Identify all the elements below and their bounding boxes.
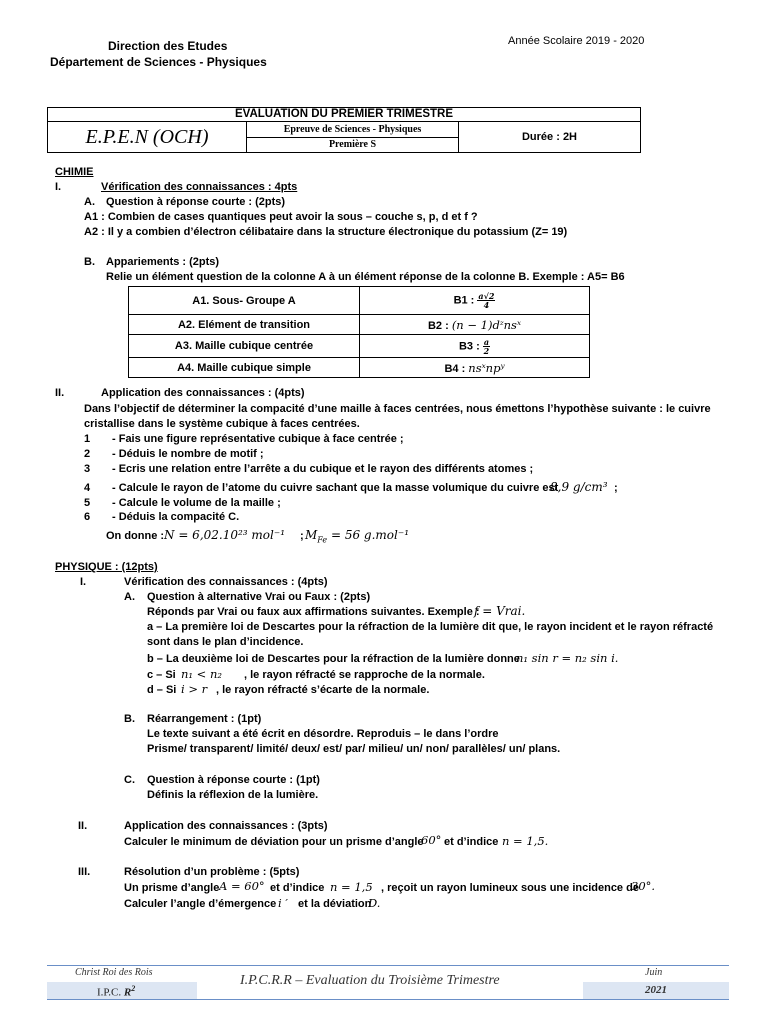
problem-line2: Calculer l’angle d’émergence — [124, 898, 277, 910]
deviation-symbol: D. — [368, 896, 381, 910]
table-row — [129, 335, 590, 358]
footer-ipc-r: R — [123, 986, 132, 999]
emergence-angle: i ′ — [278, 896, 288, 910]
prism-index: n = 1,5. — [502, 834, 549, 848]
footer-top-rule — [47, 965, 729, 966]
physique-part3-number: III. — [78, 866, 91, 878]
chimie-part1-title: Vérification des connaissances : 4pts — [101, 181, 298, 193]
list-item-number: 2 — [84, 448, 91, 460]
list-item: - Calcule le rayon de l’atome du cuivre sachant que la masse volumique du cuivre est — [112, 482, 559, 494]
b3-fraction — [483, 338, 490, 355]
col-b-cell — [360, 287, 590, 315]
physique-part1-number: I. — [80, 576, 87, 588]
iron-molar-mass — [305, 528, 409, 544]
physique-c-number: C. — [124, 774, 135, 786]
chimie-b-title: Appariements : (2pts) — [106, 256, 220, 268]
duration-label: Durée : 2H — [521, 131, 578, 143]
list-item-number: 1 — [84, 433, 91, 445]
prism-angle: 60° — [421, 833, 442, 847]
statement-a-cont: sont dans le plan d’incidence. — [147, 636, 304, 648]
school-year: Année Scolaire 2019 - 2020 — [508, 35, 645, 47]
chimie-a-title: Question à réponse courte : (2pts) — [106, 196, 286, 208]
statement-c-formula: n₁ < n₂ — [181, 667, 222, 681]
physique-a-number: A. — [124, 591, 135, 603]
physique-part3-title: Résolution d’un problème : (5pts) — [124, 866, 300, 878]
item4-end: ; — [614, 482, 618, 494]
physique-heading: PHYSIQUE : (12pts) — [55, 561, 158, 573]
statement-d-pre: d – Si — [147, 684, 177, 696]
b3-denominator: 2 — [483, 345, 490, 356]
chimie-part2-intro: Dans l’objectif de déterminer la compacité d’une maille à faces centrées, nous émettons l’hypothèse suivante : le cuivre — [84, 403, 711, 415]
col-b-cell — [360, 335, 590, 358]
table-row — [129, 315, 590, 335]
statement-b: b – La deuxième loi de Descartes pour la réfraction de la lumière donne — [147, 653, 520, 665]
statement-a: a – La première loi de Descartes pour la réfraction de la lumière dit que, le rayon incident et le rayon réfracté — [147, 621, 714, 633]
list-item: - Déduis le nombre de motif ; — [112, 448, 264, 460]
physique-part2-number: II. — [78, 820, 88, 832]
col-b-cell — [360, 315, 590, 335]
molar-mass-subscript: Fe — [317, 535, 328, 545]
school-name: E.P.E.N (OCH) — [48, 122, 247, 153]
b3-numerator: a — [483, 336, 490, 347]
physique-b-instruction: Le texte suivant a été écrit en désordre. Reproduis – le dans l’ordre — [147, 728, 499, 740]
footer-center-title: I.P.C.R.R – Evaluation du Troisième Trimestre — [240, 973, 500, 988]
footer-ipc-text: I.P.C. — [97, 986, 122, 999]
list-item-number: 6 — [84, 511, 91, 523]
given-data-label: On donne : — [106, 530, 165, 542]
chimie-part2-intro-2: cristallise dans le système cubique à faces centrées. — [84, 418, 360, 430]
physique-b-number: B. — [124, 713, 135, 725]
physique-a-instruction: Réponds par Vrai ou faux aux affirmations suivantes. Exemple : — [147, 606, 480, 618]
list-item-number: 5 — [84, 497, 91, 509]
statement-c-pre: c – Si — [147, 669, 176, 681]
col-b-cell — [360, 358, 590, 378]
table-row — [129, 358, 590, 378]
b3-label: B3 : — [458, 339, 480, 352]
footer-ipc-sup: 2 — [131, 984, 136, 993]
chimie-part1-number: I. — [55, 181, 62, 193]
avogadro-constant: N = 6,02.10²³ mol⁻¹ — [164, 528, 286, 542]
b4-formula: nsˣnpʸ — [468, 360, 505, 375]
problem-angle: A = 60° — [219, 879, 265, 893]
list-item-number: 3 — [84, 463, 91, 475]
physique-part1-title: Vérification des connaissances : (4pts) — [124, 576, 328, 588]
col-a-cell: A3. Maille cubique centrée — [129, 335, 360, 358]
footer-year: 2021 — [645, 984, 667, 996]
given-data-separator: ; — [300, 530, 304, 542]
molar-mass-value: = 56 g.mol⁻¹ — [327, 528, 410, 542]
statement-d-post: , le rayon réfracté s’écarte de la normale. — [216, 684, 430, 696]
chimie-heading: CHIMIE — [55, 166, 94, 178]
question-a2: A2 : Il y a combien d’électron célibataire dans la structure électronique du potassium (Z= 19) — [84, 226, 568, 238]
table-row — [129, 287, 590, 315]
scrambled-words: Prisme/ transparent/ limité/ deux/ est/ par/ milieu/ un/ non/ parallèles/ un/ plans. — [147, 743, 561, 755]
example-formula: f = Vrai. — [474, 604, 526, 618]
physique-c-title: Question à réponse courte : (1pt) — [147, 774, 320, 786]
matching-table — [128, 286, 590, 378]
b1-label: B1 : — [453, 294, 475, 307]
statement-c-post: , le rayon réfracté se rapproche de la normale. — [244, 669, 485, 681]
footer-bottom-rule — [47, 999, 729, 1000]
problem-index: n = 1,5 — [330, 880, 373, 894]
chimie-b-number: B. — [84, 256, 95, 268]
physique-part2-text: Calculer le minimum de déviation pour un prisme d’angle — [124, 836, 424, 848]
physique-a-title: Question à alternative Vrai ou Faux : (2pts) — [147, 591, 371, 603]
problem-line1: Un prisme d’angle — [124, 882, 220, 894]
problem-line1-post: , reçoit un rayon lumineux sous une incidence de — [381, 882, 639, 894]
b2-label: B2 : — [427, 319, 449, 332]
physique-c-text: Définis la réflexion de la lumière. — [147, 789, 319, 801]
physique-part2-text-mid: et d’indice — [444, 836, 499, 848]
chimie-a-number: A. — [84, 196, 95, 208]
chimie-b-instruction: Relie un élément question de la colonne A à un élément réponse de la colonne B. Exemple : A5= B6 — [106, 271, 625, 283]
list-item: - Calcule le volume de la maille ; — [112, 497, 281, 509]
statement-d-formula: i > r — [181, 682, 208, 696]
incidence-angle: 30°. — [631, 879, 656, 893]
list-item-number: 4 — [84, 482, 91, 494]
direction-label: Direction des Etudes — [108, 39, 228, 53]
col-a-cell: A1. Sous- Groupe A — [129, 287, 360, 315]
b4-label: B4 : — [444, 362, 466, 375]
footer-school: Christ Roi des Rois — [75, 967, 153, 978]
department-label: Département de Sciences - Physiques — [50, 55, 267, 69]
problem-line2-mid: et la déviation — [298, 898, 372, 910]
question-a1: A1 : Combien de cases quantiques peut avoir la sous – couche s, p, d et f ? — [84, 211, 478, 223]
copper-density-value: 8,9 g/cm³ — [550, 480, 608, 494]
chimie-part2-number: II. — [55, 387, 65, 399]
list-item: - Ecris une relation entre l’arrête a du cubique et le rayon des différents atomes ; — [112, 463, 534, 475]
list-item: - Déduis la compacité C. — [112, 511, 240, 523]
b1-numerator: a√2 — [478, 291, 495, 301]
snell-law-formula: n₁ sin r = n₂ sin i. — [516, 651, 619, 665]
chimie-part2-title: Application des connaissances : (4pts) — [101, 387, 305, 399]
col-a-cell: A4. Maille cubique simple — [129, 358, 360, 378]
b1-fraction — [477, 292, 495, 309]
class-label: Première S — [247, 138, 459, 153]
b1-denominator: 4 — [483, 300, 490, 310]
evaluation-title: EVALUATION DU PREMIER TRIMESTRE — [48, 108, 640, 122]
col-a-cell: A2. Elément de transition — [129, 315, 360, 335]
physique-b-title: Réarrangement : (1pt) — [147, 713, 262, 725]
footer-ipc — [97, 984, 135, 999]
title-box — [47, 107, 641, 153]
list-item: - Fais une figure représentative cubique à face centrée ; — [112, 433, 404, 445]
epreuve-label: Epreuve de Sciences - Physiques — [247, 122, 459, 138]
problem-line1-mid: et d’indice — [270, 882, 325, 894]
footer-month: Juin — [645, 967, 663, 978]
physique-part2-title: Application des connaissances : (3pts) — [124, 820, 328, 832]
molar-mass-symbol: M — [305, 528, 318, 542]
b2-formula: (n − 1)dᶻnsˣ — [451, 317, 522, 332]
